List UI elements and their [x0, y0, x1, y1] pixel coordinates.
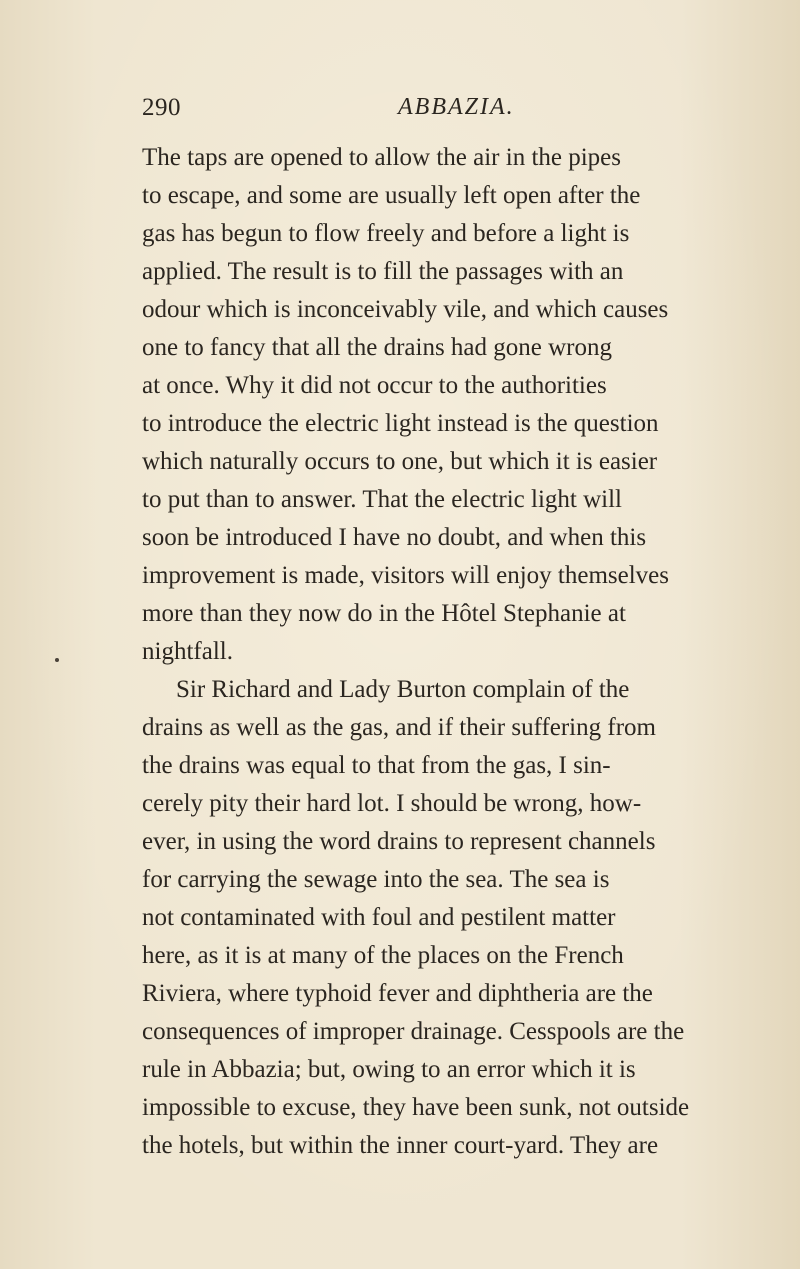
paragraph-first-line: Sir Richard and Lady Burton complain of the [176, 676, 630, 703]
text-line: consequences of improper drainage. Cesspools are the [142, 1018, 685, 1045]
text-line: for carrying the sewage into the sea. The sea is [142, 866, 610, 893]
text-line: ever, in using the word drains to represent channels [142, 828, 656, 855]
page-header [142, 94, 687, 126]
text-line: Riviera, where typhoid fever and diphtheria are the [142, 980, 653, 1007]
text-line: The taps are opened to allow the air in the pipes [142, 144, 622, 171]
page-number: 290 [142, 94, 181, 121]
text-line: odour which is inconceivably vile, and which causes [142, 296, 669, 323]
text-line: rule in Abbazia; but, owing to an error which it is [142, 1056, 636, 1083]
text-line: here, as it is at many of the places on the French [142, 942, 624, 969]
text-line: applied. The result is to fill the passages with an [142, 258, 624, 285]
text-line: nightfall. [142, 638, 233, 665]
text-line: improvement is made, visitors will enjoy themselves [142, 562, 670, 589]
text-line: to introduce the electric light instead is the question [142, 410, 659, 437]
text-line: to put than to answer. That the electric light will [142, 486, 622, 513]
text-line: one to fancy that all the drains had gone wrong [142, 334, 612, 361]
running-title: ABBAZIA. [398, 94, 515, 120]
ink-speck [55, 658, 59, 662]
text-line: the drains was equal to that from the gas, I sin- [142, 752, 611, 779]
text-line: which naturally occurs to one, but which it is easier [142, 448, 658, 475]
text-line: more than they now do in the Hôtel Stephanie at [142, 600, 626, 627]
text-line: not contaminated with foul and pestilent matter [142, 904, 616, 931]
text-line: impossible to excuse, they have been sunk, not outside [142, 1094, 690, 1121]
text-line: drains as well as the gas, and if their suffering from [142, 714, 656, 741]
text-line: gas has begun to flow freely and before a light is [142, 220, 630, 247]
text-line: soon be introduced I have no doubt, and when this [142, 524, 647, 551]
text-line: the hotels, but within the inner court-yard. They are [142, 1132, 659, 1159]
text-line: to escape, and some are usually left open after the [142, 182, 641, 209]
text-line: at once. Why it did not occur to the authorities [142, 372, 607, 399]
text-line: cerely pity their hard lot. I should be wrong, how- [142, 790, 642, 817]
